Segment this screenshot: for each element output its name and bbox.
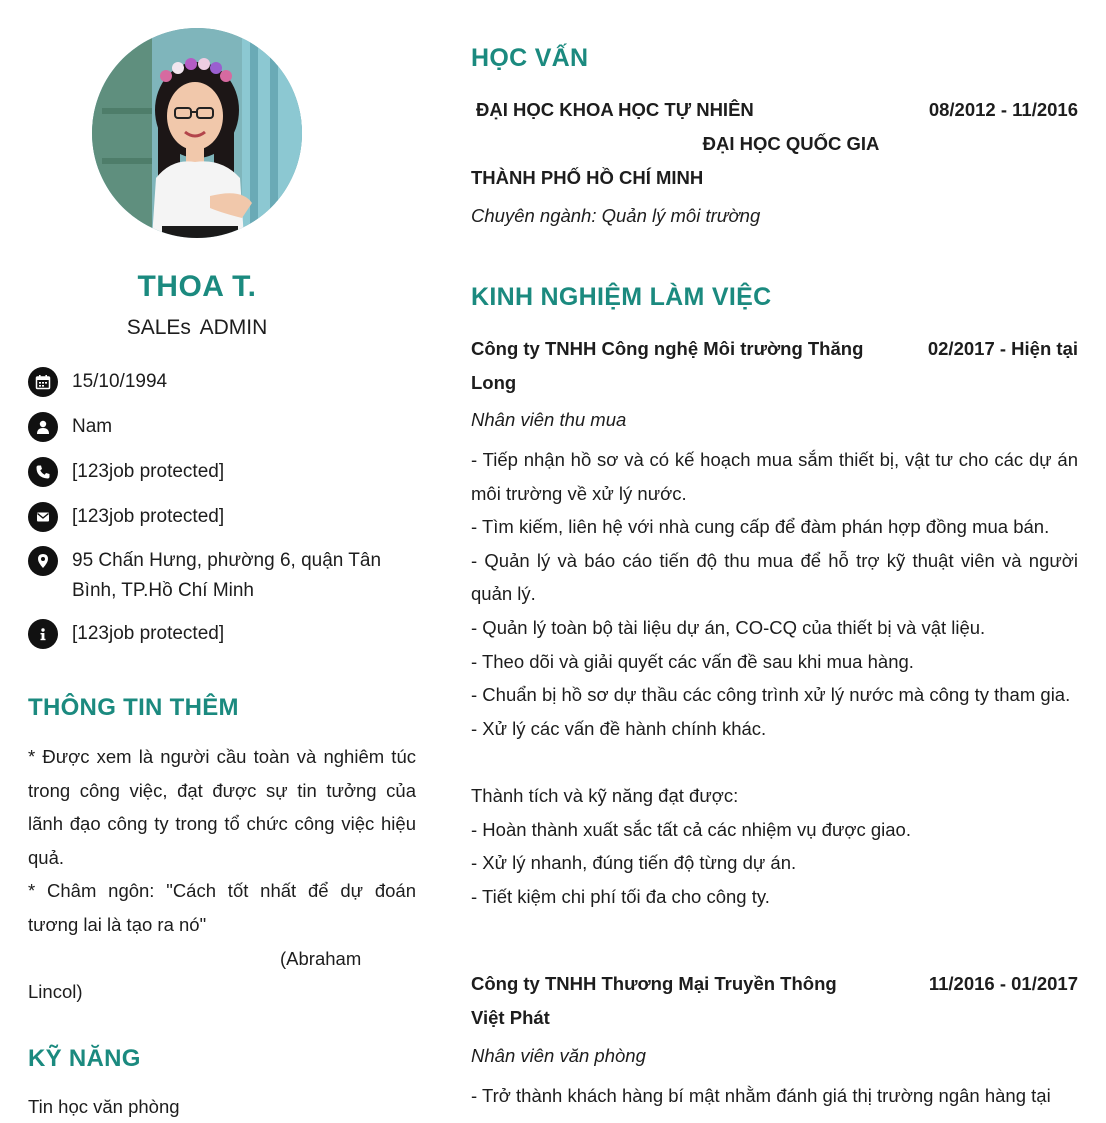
birthday-item: [28, 367, 418, 397]
school-name-line-2: ĐẠI HỌC QUỐC GIA: [702, 133, 880, 154]
location-icon: [28, 546, 58, 576]
skill-item: Tin học văn phòng: [28, 1096, 180, 1117]
job-1-company-line-2: Long: [471, 372, 517, 393]
job-2-company-line-2: Việt Phát: [471, 1007, 550, 1028]
school-name-line-1: ĐẠI HỌC KHOA HỌC TỰ NHIÊN: [476, 99, 754, 120]
duty-item: - Quản lý toàn bộ tài liệu dự án, CO-CQ của thiết bị và vật liệu.: [471, 616, 986, 638]
quote-author-part-2: Lincol): [28, 981, 83, 1003]
more-info-line-1: * Được xem là người cầu toàn và nghiêm túc trong công việc, đạt được sự tin tưởng của lãnh đạo công ty trong tổ chức công việc hiệu quả.: [28, 746, 416, 868]
spacer: [471, 745, 1078, 779]
job-2-date: 11/2016 - 01/2017: [928, 973, 1078, 994]
education-title: HỌC VẤN: [471, 44, 589, 72]
job-1-date: 02/2017 - Hiện tại: [927, 338, 1078, 359]
website-item: [28, 619, 418, 649]
phone-text: [123job protected]: [72, 461, 225, 482]
education-major: Chuyên ngành: Quản lý môi trường: [471, 205, 761, 226]
website-text: [123job protected]: [72, 623, 225, 644]
education-date: 08/2012 - 11/2016: [928, 99, 1078, 120]
more-info-title: THÔNG TIN THÊM: [28, 694, 239, 721]
school-name-line-3: THÀNH PHỐ HỒ CHÍ MINH: [471, 167, 704, 188]
achievement-item: - Xử lý nhanh, đúng tiến độ từng dự án.: [471, 852, 797, 874]
duty-item: - Chuẩn bị hồ sơ dự thầu các công trình xử lý nước mà công ty tham gia.: [471, 684, 1071, 706]
job-1-company-row: [471, 332, 1078, 366]
achievement-item: - Hoàn thành xuất sắc tất cả các nhiệm vụ được giao.: [471, 818, 911, 840]
address-item: [28, 546, 418, 606]
person-icon: [28, 412, 58, 442]
duty-item: - Quản lý và báo cáo tiến độ thu mua để hỗ trợ kỹ thuật viên và người quản lý.: [471, 549, 1078, 605]
phone-icon: [28, 457, 58, 487]
email-item: [28, 502, 418, 532]
profile-role: SALEs ADMIN: [126, 316, 268, 339]
job-2-company-line-1: Công ty TNHH Thương Mại Truyền Thông: [471, 973, 837, 994]
job-2-position: Nhân viên văn phòng: [471, 1045, 646, 1066]
phone-item: [28, 457, 418, 487]
birthday-text: 15/10/1994: [72, 371, 168, 392]
duty-item: - Xử lý các vấn đề hành chính khác.: [471, 717, 767, 739]
gender-item: [28, 412, 418, 442]
achievement-item: - Tiết kiệm chi phí tối đa cho công ty.: [471, 885, 770, 907]
calendar-icon: [28, 367, 58, 397]
duty-item: - Trở thành khách hàng bí mật nhằm đánh giá thị trường ngân hàng tại: [471, 1085, 1051, 1106]
address-text: [72, 546, 381, 606]
duty-item: - Tiếp nhận hồ sơ và có kế hoạch mua sắm thiết bị, vật tư cho các dự án môi trường về xử lý nước.: [471, 449, 1078, 504]
job-1-company-line-1: Công ty TNHH Công nghệ Môi trường Thăng: [471, 338, 864, 359]
education-school-row: [471, 93, 1078, 127]
job-2-duties: [471, 1079, 1078, 1113]
avatar: [92, 28, 302, 238]
gender-text: Nam: [72, 416, 113, 437]
profile-name: THOA T.: [137, 270, 257, 303]
duty-item: - Theo dõi và giải quyết các vấn đề sau khi mua hàng.: [471, 650, 914, 672]
quote-author-part-1: (Abraham: [280, 947, 362, 969]
duty-item: - Tìm kiếm, liên hệ với nhà cung cấp để đàm phán hợp đồng mua bán.: [471, 516, 1050, 538]
info-icon: [28, 619, 58, 649]
email-icon: [28, 502, 58, 532]
more-info-text: [28, 740, 416, 1009]
address-line-1: 95 Chấn Hưng, phường 6, quận Tân: [72, 550, 382, 571]
skills-title: KỸ NĂNG: [28, 1045, 141, 1072]
experience-title: KINH NGHIỆM LÀM VIỆC: [471, 283, 772, 311]
job-1-position: Nhân viên thu mua: [471, 409, 627, 430]
job-1-duties: [471, 443, 1078, 913]
achievements-title: Thành tích và kỹ năng đạt được:: [471, 784, 739, 806]
job-2-company-row: [471, 967, 1078, 1001]
avatar-photo: [92, 28, 302, 238]
more-info-line-2: * Châm ngôn: "Cách tốt nhất để dự đoán tương lai là tạo ra nó": [28, 880, 416, 935]
address-line-2: Bình, TP.Hồ Chí Minh: [72, 580, 255, 601]
email-text: [123job protected]: [72, 506, 225, 527]
